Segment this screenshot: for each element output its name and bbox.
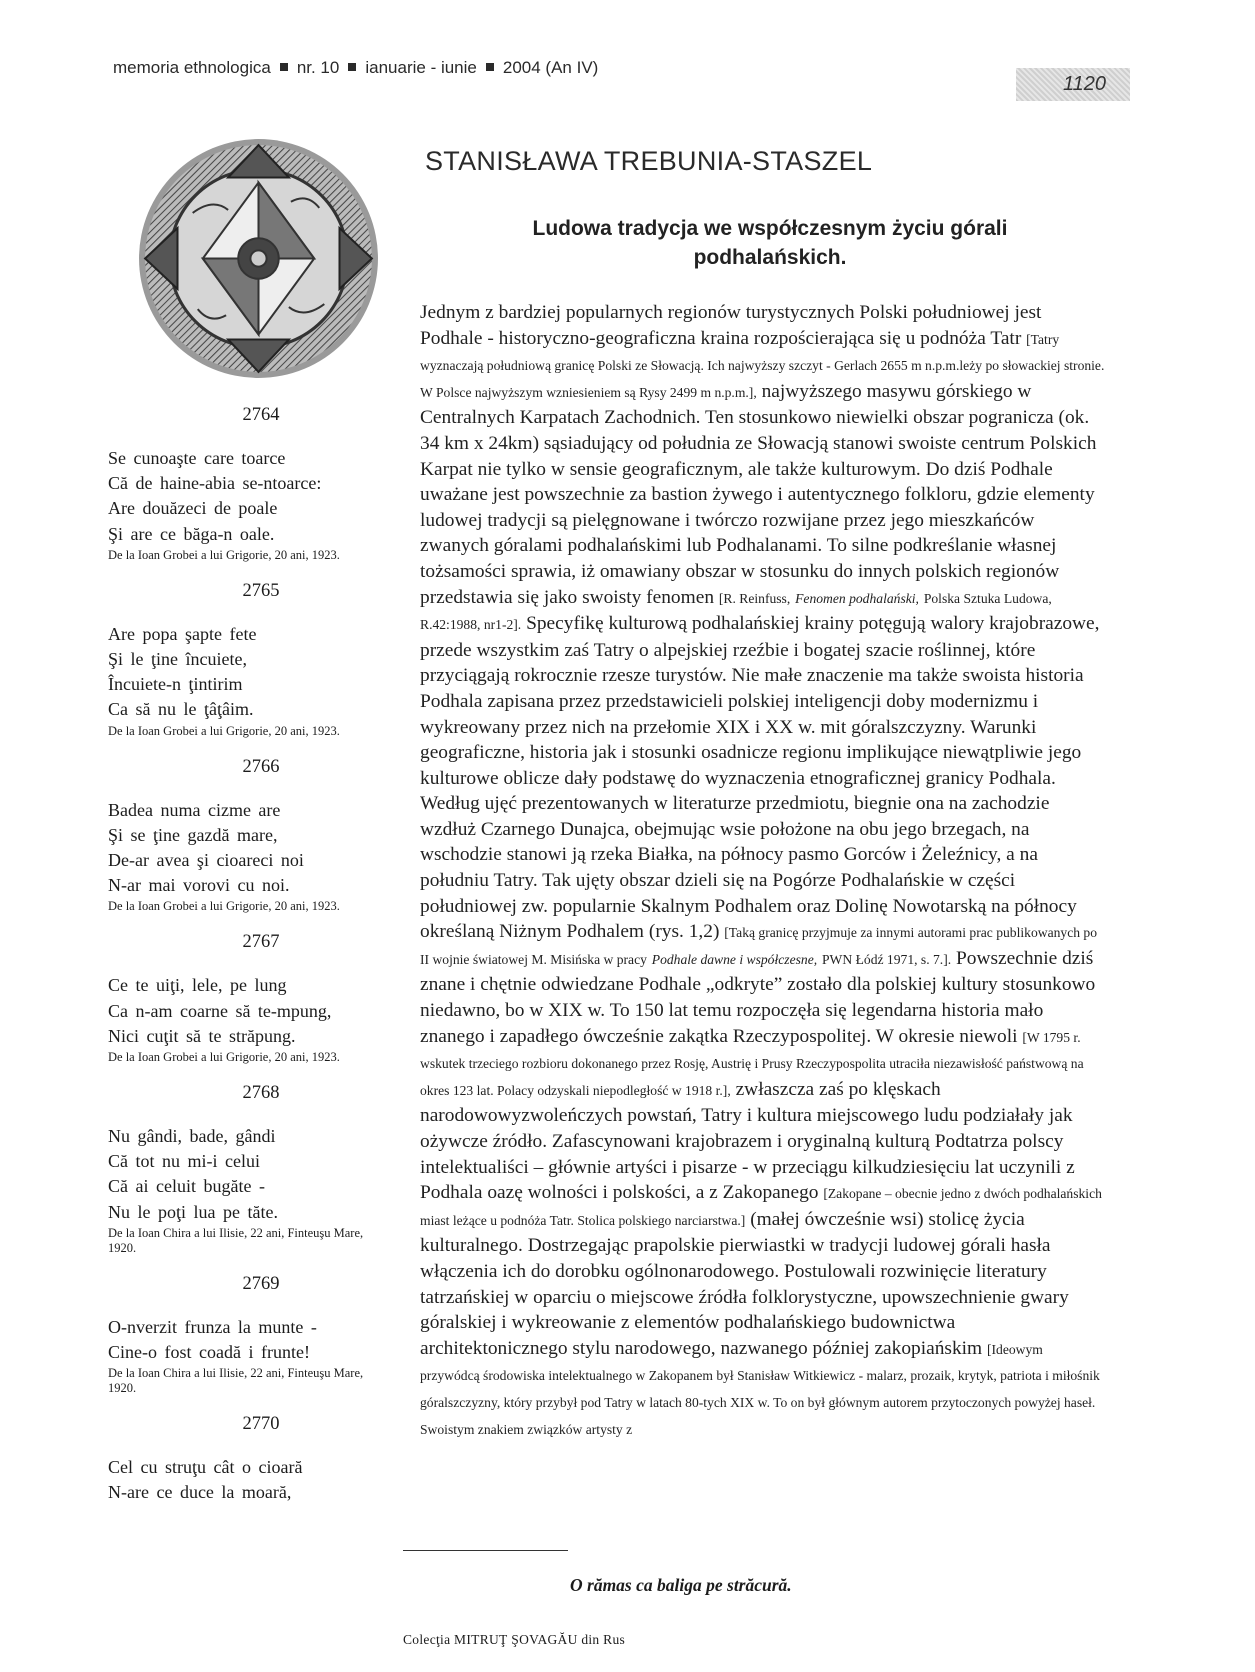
poem: [108, 757, 384, 915]
poem-line: Are popa şapte fete: [108, 623, 257, 644]
inline-note: Polska Sztuka Ludowa, R.42:1988, nr1-2].: [420, 590, 1052, 633]
poem-line: N-ar mai vorovi cu noi.: [108, 875, 290, 896]
article-title-line: Ludowa tradycja we współczesnym życiu górali: [532, 217, 1008, 240]
poem-number: 2770: [242, 1414, 280, 1435]
poem-source: De la Ioan Grobei a lui Grigorie, 20 ani, 1923.: [108, 899, 340, 914]
poem-line: Că tot nu mi-i celui: [108, 1151, 260, 1172]
poem-line: Nu le poţi lua pe tăte.: [108, 1201, 278, 1222]
poem-number: 2764: [242, 405, 280, 425]
poem-line: O-nverzit frunza la munte -: [108, 1316, 317, 1337]
page-number: 1120: [1016, 68, 1130, 101]
poem-source: De la Ioan Grobei a lui Grigorie, 20 ani, 1923.: [108, 723, 340, 738]
poem: [108, 1414, 384, 1505]
poem-source: De la Ioan Grobei a lui Grigorie, 20 ani, 1923.: [108, 1050, 340, 1065]
poem-line: Ca n-am coarne să te-mpung,: [108, 1000, 332, 1021]
poem-line: Nu gândi, bade, gândi: [108, 1126, 276, 1147]
inline-note-title: Fenomen podhalański,: [795, 590, 919, 606]
poem-line: Încuiete-n ţintirim: [108, 674, 243, 695]
poem-lines: [108, 1124, 384, 1225]
poem-line: Ca să nu le ţâţâim.: [108, 699, 254, 720]
article-author: STANISŁAWA TREBUNIA-STASZEL: [425, 146, 873, 176]
body-text: Specyfikę kulturową podhalańskiej krainy potęgują walory krajobrazowe, przede wszystkim zaś Tatry o alpejskiej rzeźbie i bogatej szacie roślinnej, które przyciągają rokrocznie rzesze turystów. Nie małe znaczenie ma także swoista historia Podhala zapisana przez przedstawicieli polskiej inteligencji doby modernizmu i wykreowany przez nich na przełomie XIX i XX w. mit góralszczyzny. Warunki geograficzne, historia jak i stosunki osadnicze regionu implikujące niewątpliwie jego kulturowe oblicze dały podstawę do wyznaczenia etnograficznej granicy Podhala. Według ujęć prezentowanych w literaturze przedmiotu, biegnie ona na zachodzie wzdłuż Czarnego Dunajca, obejmując wsie położone na obu jego brzegach, na wschodzie stanowi ją rzeka Białka, na północy pasmo Gorców i Żeleźnicy, a na południu Tatry. Tak ujęty obszar dzieli się na Pogórze Podhalańskie w części południowej zw. popularnie Skalnym Podhalem oraz Dolinę Nowotarską na północy określaną Niżnym Podhalem (rys. 1,2): [420, 613, 1100, 943]
poem-line: Are douăzeci de poale: [108, 498, 278, 519]
poem-lines: [108, 1315, 384, 1365]
poem-line: N-are ce duce la moară,: [108, 1482, 292, 1503]
poem-line: Cel cu struţu cât o cioară: [108, 1457, 303, 1478]
poem-line: Se cunoaşte care toarce: [108, 448, 286, 468]
separator-square-icon: [486, 63, 494, 71]
body-text: (małej ówcześnie wsi) stolicę życia kulturalnego. Dostrzegając prapolskie pierwiastki w tradycji ludowej górali hasła włączenia ich do dorobku ogólnonarodowego. Postulowali rozwinięcie literatury tatrzańskiej w oparciu o miejscowe źródła folklorystyczne, upowszechnienie gwary góralskiej i wykreowanie z elementów podhalańskiego budownictwa architektonicznego stylu narodowego, nazwanego później zakopiańskim: [420, 1208, 1069, 1359]
inline-note: [W 1795 r. wskutek trzeciego rozbioru dokonanego przez Rosję, Austrię i Prusy Rzeczypospolita utraciła niezawisłość państwową na okres 123 lat. Polacy odzyskali niepodległość w 1918 r.],: [420, 1029, 1084, 1098]
article-title: [470, 214, 1070, 272]
proverb: O rămas ca baliga pe străcură.: [570, 1575, 792, 1595]
poem-lines: [108, 622, 384, 723]
body-text: Powszechnie dziś znane i chętnie odwiedzane Podhale „odkryte” zostało dla polskiej kultury stosunkowo niedawno, bo w XIX w. To 150 lat temu rozpoczęła się legendarna historia mało znanego i zapadłego ówcześnie zakątka Rzeczypospolitej. W okresie niewoli: [420, 947, 1096, 1047]
poem-line: Cine-o fost coadă i frunte!: [108, 1342, 310, 1363]
collection-credit: Colecţia MITRUŢ ŞOVAGĂU din Rus: [403, 1632, 626, 1647]
separator-rule: [403, 1550, 568, 1551]
poem-source: De la Ioan Chira a lui Ilisie, 22 ani, Finteuşu Mare, 1920.: [108, 1366, 364, 1396]
poems-column: [108, 405, 384, 1524]
poem-number: 2767: [242, 932, 280, 953]
poem-source: De la Ioan Grobei a lui Grigorie, 20 ani, 1923.: [108, 547, 340, 562]
poem-lines: [108, 798, 384, 899]
poem-source: De la Ioan Chira a lui Ilisie, 22 ani, Finteuşu Mare, 1920.: [108, 1225, 364, 1255]
poem-lines: [108, 446, 384, 547]
poem: [108, 932, 384, 1065]
decorated-plate-image: [137, 137, 380, 380]
separator-square-icon: [280, 63, 288, 71]
poem-line: Şi se ţine gazdă mare,: [108, 824, 278, 845]
issue-period: ianuarie - iunie: [365, 58, 477, 77]
poem-line: De-ar avea şi cioareci noi: [108, 850, 304, 871]
poem-number: 2769: [242, 1273, 280, 1294]
poem-line: Ce te uiţi, lele, pe lung: [108, 975, 287, 996]
poem-lines: [108, 1455, 384, 1505]
article-title-line: podhalańskich.: [693, 246, 847, 269]
article-body: [420, 300, 1105, 1442]
inline-note: [Taką granicę przyjmuje za innymi autorami prac publikowanych po II wojnie światowej M. Misińska w pracy: [420, 925, 1098, 967]
inline-note: [Ideowym przywódcą środowiska intelektualnego w Zakopanem był Stanisław Witkiewicz - malarz, prozaik, krytyk, patriota i miłośnik góralszczyzny, który przybył pod Tatry w latach 80-tych XIX w. To on był głównym autorem przytoczonych powyżej haseł. Swoistym znakiem związków artysty z: [420, 1341, 1100, 1437]
poem: [108, 581, 384, 739]
inline-note: [R. Reinfuss,: [718, 590, 791, 606]
journal-header: [113, 58, 598, 78]
poem-line: Nici cuţit să te străpung.: [108, 1025, 296, 1046]
inline-note-title: Podhale dawne i współczesne,: [651, 951, 818, 967]
inline-note: [Zakopane – obecnie jedno z dwóch podhalańskich miast leżące u podnóża Tatr. Stolica polskiego narciarstwa.]: [420, 1186, 1102, 1228]
poem-line: Şi le ţine încuiete,: [108, 649, 247, 670]
poem-lines: [108, 973, 384, 1049]
poem-line: Că de haine-abia se-ntoarce:: [108, 473, 322, 494]
journal-name: memoria ethnologica: [113, 58, 271, 77]
inline-note: [Tatry wyznaczają południową granicę Polski ze Słowacją. Ich najwyższy szczyt - Gerlach 2655 m n.p.m.leży po słowackiej stronie. W Polsce najwyższym wzniesieniem są Rysy 2499 m n.p.m.],: [420, 331, 1105, 400]
issue-year: 2004 (An IV): [502, 58, 599, 77]
separator-square-icon: [348, 63, 356, 71]
poem-line: Badea numa cizme are: [108, 799, 281, 820]
poem: [108, 405, 384, 563]
poem: [108, 1274, 384, 1396]
inline-note: PWN Łódź 1971, s. 7.].: [822, 951, 952, 967]
issue-number: nr. 10: [296, 58, 340, 77]
poem-number: 2766: [242, 756, 280, 777]
body-text: najwyższego masywu górskiego w Centralnych Karpatach Zachodnich. Ten stosunkowo niewielki obszar pogranicza (ok. 34 km x 24km) sąsiadujący od południa ze Słowacją stanowi swoiste centrum Polskich Karpat nie tylko w sensie geograficznym, ale także kulturowym. Do dziś Podhale uważane jest powszechnie za bastion żywego i autentycznego folkloru, gdzie elementy ludowej tradycji są pielęgnowane i twórczo rozwijane przez jego mieszkańców zwanych góralami podhalańskimi lub Podhalanami. To silne podkreślanie własnej tożsamości sprawia, iż omawiany obszar w stosunku do innych polskich regionów przedstawia się jako swoisty fenomen: [420, 380, 1097, 608]
poem-number: 2765: [242, 580, 280, 601]
poem-number: 2768: [242, 1083, 280, 1104]
poem-line: Că ai celuit bugăte -: [108, 1176, 265, 1197]
poem-line: Şi are ce băga-n oale.: [108, 523, 275, 544]
body-text: zwłaszcza zaś po klęskach narodowowyzwoleńczych powstań, Tatry i kultura miejscowego ludu podziałały jak ożywcze źródło. Zafascynowani krajobrazem i oryginalną kulturą Podtatrza polscy intelektualiści – głównie artyści i pisarze - w przeciągu kilkudziesięciu lat uczynili z Podhala oazę wolności i polskości, a z Zakopanego: [420, 1078, 1075, 1204]
poem: [108, 1083, 384, 1256]
body-text: Jednym z bardziej popularnych regionów turystycznych Polski południowej jest Podhale - historyczno-geograficzna kraina rozpościerająca się u podnóża Tatr: [420, 302, 1042, 349]
